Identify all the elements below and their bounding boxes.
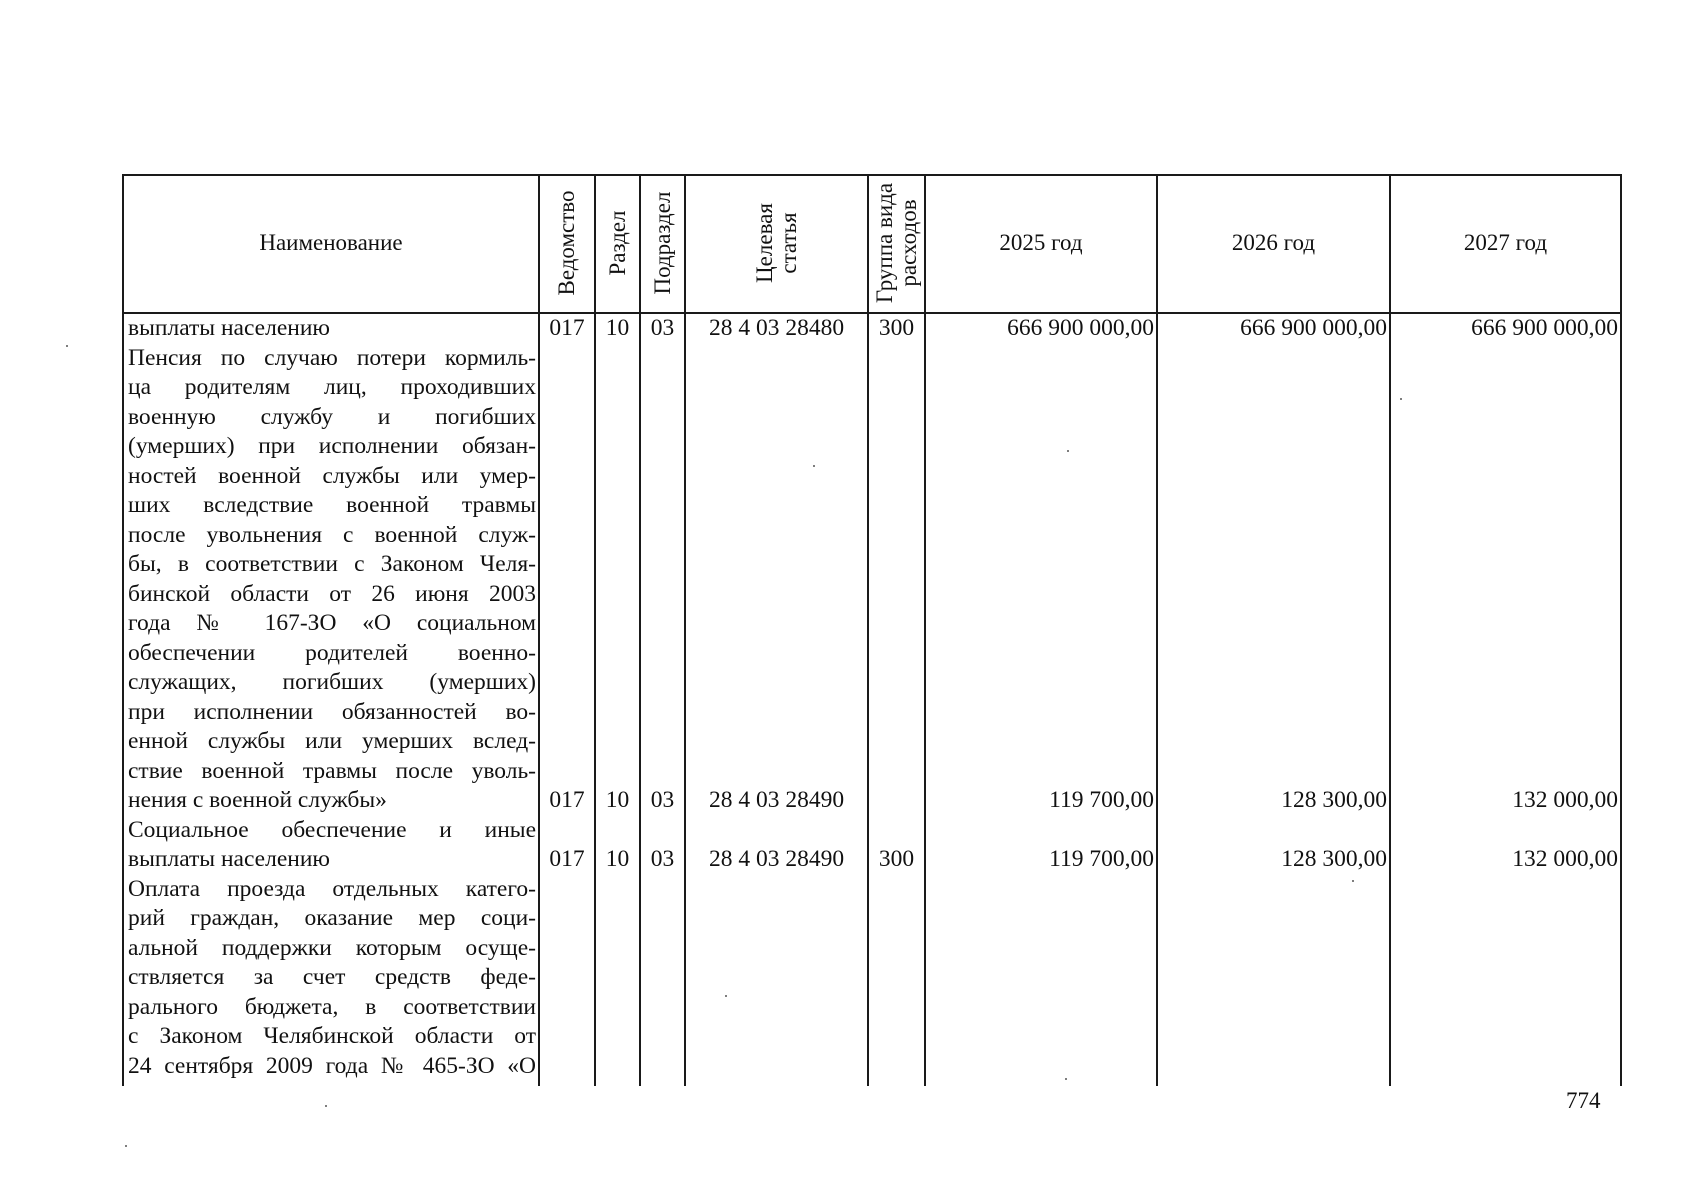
cell-podrazdel: 03 [650, 846, 675, 872]
scan-speck [813, 465, 815, 467]
name-line: рального бюджета, в соответствии [128, 993, 536, 1020]
name-line: 24 сентября 2009 года № 465-ЗО «О [128, 1052, 536, 1079]
cell-celevaya: 28 4 03 28490 [708, 787, 845, 813]
header-vedomstvo-label: Ведомство [554, 190, 579, 296]
name-line: бы, в соответствии с Законом Челя- [128, 551, 536, 577]
name-line: рий граждан, оказание мер соци- [128, 905, 536, 931]
name-line: бинской области от 26 июня 2003 [128, 580, 536, 607]
cell-razdel: 10 [605, 315, 630, 341]
name-line: военную службу и погибших [128, 403, 536, 430]
header-podrazdel [641, 174, 684, 312]
cell-2026: 128 300,00 [1281, 846, 1387, 872]
name-line: Оплата проезда отдельных катего- [128, 875, 536, 902]
scan-speck [1065, 1078, 1067, 1080]
cell-gruppa: 300 [878, 315, 915, 341]
scan-speck [1352, 880, 1354, 882]
header-gruppa-label: Группа вида расходов [871, 182, 921, 304]
column-divider [1620, 174, 1622, 1086]
cell-2025: 119 700,00 [1049, 846, 1154, 872]
cell-2027: 132 000,00 [1512, 787, 1618, 813]
scan-speck [125, 1145, 127, 1147]
cell-gruppa: 300 [878, 846, 915, 872]
name-line: служащих, погибших (умерших) [128, 669, 536, 695]
name-line: обеспечении родителей военно- [128, 639, 536, 666]
header-name: Наименование [259, 230, 403, 255]
name-line: с Законом Челябинской области от [128, 1023, 536, 1049]
cell-2026: 666 900 000,00 [1240, 315, 1387, 341]
header-2025: 2025 год [999, 230, 1083, 255]
cell-podrazdel: 03 [650, 315, 675, 341]
cell-vedomstvo: 017 [549, 787, 585, 813]
budget-table [122, 174, 1622, 1086]
header-2026: 2026 год [1231, 230, 1316, 255]
cell-2026: 128 300,00 [1281, 787, 1387, 813]
name-line: (умерших) при исполнении обязан- [128, 433, 536, 459]
name-line: нения с военной службы» [128, 787, 387, 813]
cell-2025: 666 900 000,00 [1007, 315, 1154, 341]
scan-speck [725, 995, 727, 997]
name-line: Пенсия по случаю потери кормиль- [128, 344, 536, 371]
name-line: после увольнения с военной служ- [128, 521, 536, 548]
name-line: Социальное обеспечение и иные [128, 816, 536, 843]
cell-razdel: 10 [605, 787, 630, 813]
cell-razdel: 10 [605, 846, 630, 872]
cell-2027: 132 000,00 [1512, 846, 1618, 872]
name-column [128, 314, 536, 1081]
scan-speck [66, 345, 68, 347]
header-vedomstvo [540, 174, 594, 312]
header-razdel [596, 174, 639, 312]
cell-celevaya: 28 4 03 28490 [708, 846, 845, 872]
cell-celevaya: 28 4 03 28480 [708, 315, 845, 341]
name-line: ствляется за счет средств феде- [128, 964, 536, 990]
header-celevaya-label: Целевая статья [751, 203, 801, 283]
name-line: выплаты населению [128, 315, 330, 341]
name-line: альной поддержки которым осуще- [128, 934, 536, 961]
name-line: выплаты населению [128, 846, 330, 872]
name-line: года № 167-ЗО «О социальном [128, 610, 536, 636]
header-gruppa [869, 174, 924, 312]
page-number: 774 [1566, 1088, 1601, 1113]
name-line: ствие военной травмы после уволь- [128, 757, 536, 784]
name-line: ца родителям лиц, проходивших [128, 374, 536, 400]
name-line: ностей военной службы или умер- [128, 462, 536, 489]
scan-speck [1400, 398, 1402, 400]
header-2027: 2027 год [1463, 230, 1548, 255]
name-line: при исполнении обязанностей во- [128, 698, 536, 725]
scan-speck [325, 1105, 327, 1107]
name-line: ших вследствие военной травмы [128, 492, 536, 518]
cell-vedomstvo: 017 [549, 315, 585, 341]
name-line: енной службы или умерших вслед- [128, 728, 536, 754]
header-celevaya [686, 174, 867, 312]
header-podrazdel-label: Подраздел [649, 191, 675, 295]
scan-speck [1067, 450, 1069, 452]
cell-2025: 119 700,00 [1049, 787, 1154, 813]
cell-vedomstvo: 017 [549, 846, 585, 872]
header-razdel-label: Раздел [604, 210, 630, 276]
cell-podrazdel: 03 [650, 787, 675, 813]
cell-2027: 666 900 000,00 [1471, 315, 1618, 341]
